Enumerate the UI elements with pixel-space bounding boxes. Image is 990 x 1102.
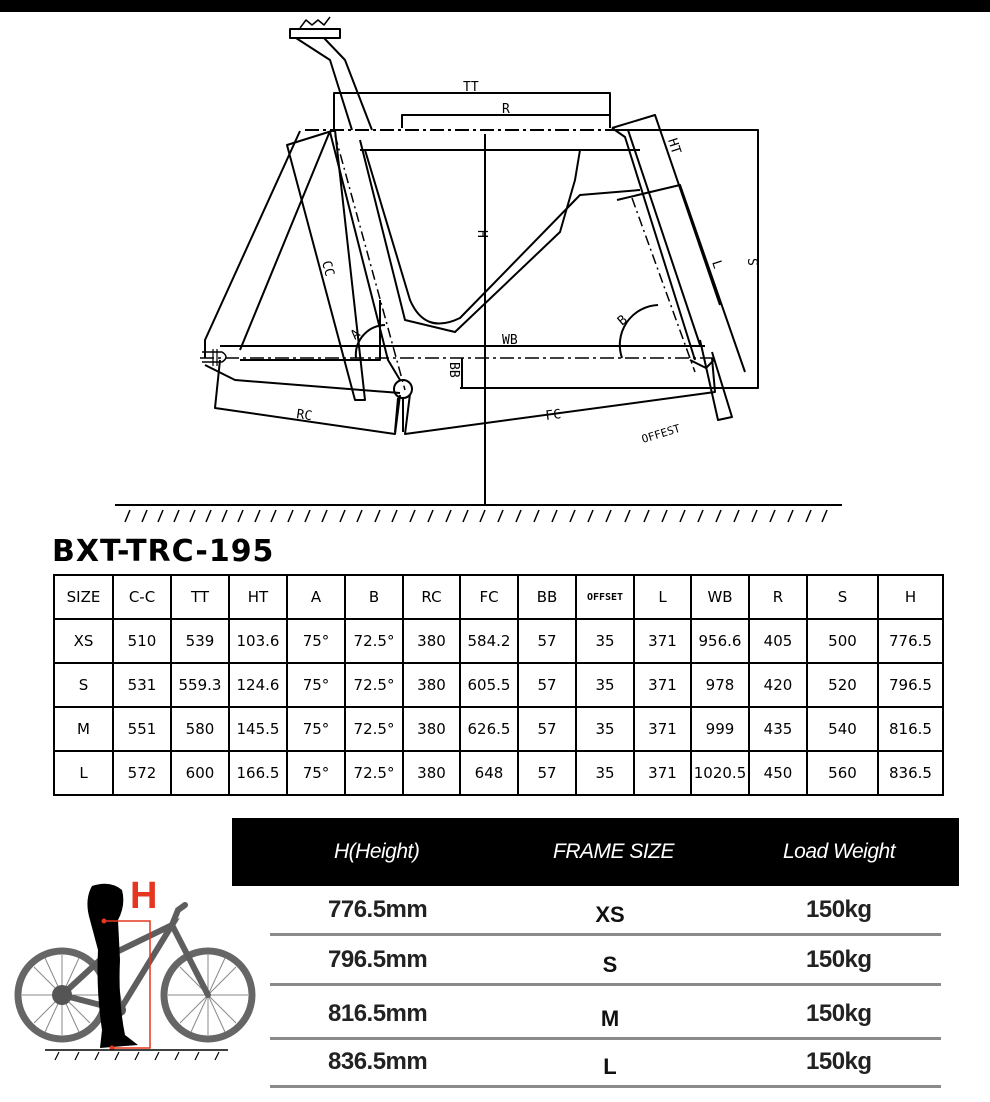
row-divider [270, 983, 941, 986]
table-cell: 626.5 [460, 707, 518, 751]
label-offset: OFFEST [640, 421, 682, 446]
table-row [54, 663, 943, 707]
col-header: A [287, 575, 345, 619]
table-cell: 999 [691, 707, 749, 751]
frame-size-value: M [600, 1006, 620, 1031]
row-divider [270, 933, 941, 936]
table-cell: 72.5° [345, 663, 403, 707]
col-header: OFFSET [576, 575, 634, 619]
table-cell: 978 [691, 663, 749, 707]
table-cell: 836.5 [878, 751, 943, 795]
table-cell: 380 [403, 751, 460, 795]
table-cell: 75° [287, 751, 345, 795]
table-cell: 72.5° [345, 707, 403, 751]
col-header: BB [518, 575, 576, 619]
col-header: C-C [113, 575, 171, 619]
table-cell: 75° [287, 663, 345, 707]
table-cell: 72.5° [345, 751, 403, 795]
col-header: R [749, 575, 807, 619]
col-header: RC [403, 575, 460, 619]
table-cell: 605.5 [460, 663, 518, 707]
label-a: A [347, 326, 364, 344]
frame-geometry-diagram [0, 12, 990, 532]
table-row [54, 751, 943, 795]
table-cell: 539 [171, 619, 229, 663]
table-cell: 580 [171, 707, 229, 751]
label-tt: TT [463, 80, 479, 95]
height-value: 816.5mm [328, 1000, 428, 1027]
label-rc: RC [295, 407, 314, 425]
table-cell: 380 [403, 707, 460, 751]
col-header: HT [229, 575, 287, 619]
table-cell: 520 [807, 663, 878, 707]
col-header: S [807, 575, 878, 619]
size-row-m [270, 992, 941, 1040]
table-cell: 559.3 [171, 663, 229, 707]
label-cc: CC [318, 259, 337, 279]
load-weight-value: 150kg [806, 1048, 872, 1075]
col-header: B [345, 575, 403, 619]
table-cell: 145.5 [229, 707, 287, 751]
header-load-weight: Load Weight [783, 840, 896, 863]
table-cell: 956.6 [691, 619, 749, 663]
label-l: L [708, 258, 725, 271]
table-cell: 816.5 [878, 707, 943, 751]
size-chart-header [232, 818, 959, 886]
table-cell: 57 [518, 663, 576, 707]
table-cell: 166.5 [229, 751, 287, 795]
label-h: H [474, 230, 489, 238]
height-value: 796.5mm [328, 946, 428, 973]
header-height: H(Height) [334, 840, 420, 863]
table-cell: 57 [518, 751, 576, 795]
table-cell: 648 [460, 751, 518, 795]
table-cell: 35 [576, 751, 634, 795]
label-fc: FC [544, 407, 563, 424]
label-wb: WB [502, 333, 518, 348]
size-row-xs [270, 888, 941, 936]
table-cell: 35 [576, 663, 634, 707]
table-cell: XS [54, 619, 113, 663]
table-cell: L [54, 751, 113, 795]
col-header: L [634, 575, 691, 619]
table-cell: 600 [171, 751, 229, 795]
col-header: H [878, 575, 943, 619]
table-cell: 371 [634, 707, 691, 751]
load-weight-value: 150kg [806, 1000, 872, 1027]
load-weight-value: 150kg [806, 946, 872, 973]
table-cell: 75° [287, 707, 345, 751]
table-cell: 510 [113, 619, 171, 663]
table-cell: 35 [576, 619, 634, 663]
table-cell: 450 [749, 751, 807, 795]
height-value: 836.5mm [328, 1048, 428, 1075]
table-cell: 371 [634, 619, 691, 663]
table-cell: 35 [576, 707, 634, 751]
table-cell: 435 [749, 707, 807, 751]
col-header: FC [460, 575, 518, 619]
table-row [54, 619, 943, 663]
table-cell: 796.5 [878, 663, 943, 707]
table-cell: 560 [807, 751, 878, 795]
model-title: BXT-TRC-195 [52, 534, 275, 569]
table-cell: 380 [403, 663, 460, 707]
table-cell: 405 [749, 619, 807, 663]
table-cell: M [54, 707, 113, 751]
size-row-s [270, 938, 941, 986]
col-header: WB [691, 575, 749, 619]
table-cell: S [54, 663, 113, 707]
table-cell: 1020.5 [691, 751, 749, 795]
table-cell: 57 [518, 619, 576, 663]
size-row-l [270, 1040, 941, 1088]
table-cell: 551 [113, 707, 171, 751]
height-value: 776.5mm [328, 896, 428, 923]
table-cell: 371 [634, 751, 691, 795]
table-header-row [54, 575, 943, 619]
table-cell: 531 [113, 663, 171, 707]
table-cell: 420 [749, 663, 807, 707]
label-ht: HT [664, 136, 684, 157]
table-cell: 540 [807, 707, 878, 751]
table-cell: 572 [113, 751, 171, 795]
table-cell: 584.2 [460, 619, 518, 663]
table-cell: 72.5° [345, 619, 403, 663]
table-cell: 371 [634, 663, 691, 707]
top-black-bar [0, 0, 990, 12]
h-height-marker: H [130, 875, 158, 917]
table-cell: 500 [807, 619, 878, 663]
label-r: R [502, 102, 510, 117]
table-cell: 57 [518, 707, 576, 751]
table-cell: 380 [403, 619, 460, 663]
frame-size-value: L [603, 1054, 617, 1079]
table-row [54, 707, 943, 751]
row-divider [270, 1085, 941, 1088]
table-cell: 75° [287, 619, 345, 663]
col-header: SIZE [54, 575, 113, 619]
table-cell: 103.6 [229, 619, 287, 663]
label-bb: BB [446, 362, 461, 378]
table-cell: 776.5 [878, 619, 943, 663]
label-s: S [744, 258, 759, 266]
header-frame-size: FRAME SIZE [553, 840, 675, 863]
frame-size-value: XS [595, 902, 625, 927]
label-b: B [614, 312, 631, 330]
geometry-table [53, 574, 944, 796]
col-header: TT [171, 575, 229, 619]
table-cell: 124.6 [229, 663, 287, 707]
load-weight-value: 150kg [806, 896, 872, 923]
frame-size-value: S [602, 952, 618, 977]
